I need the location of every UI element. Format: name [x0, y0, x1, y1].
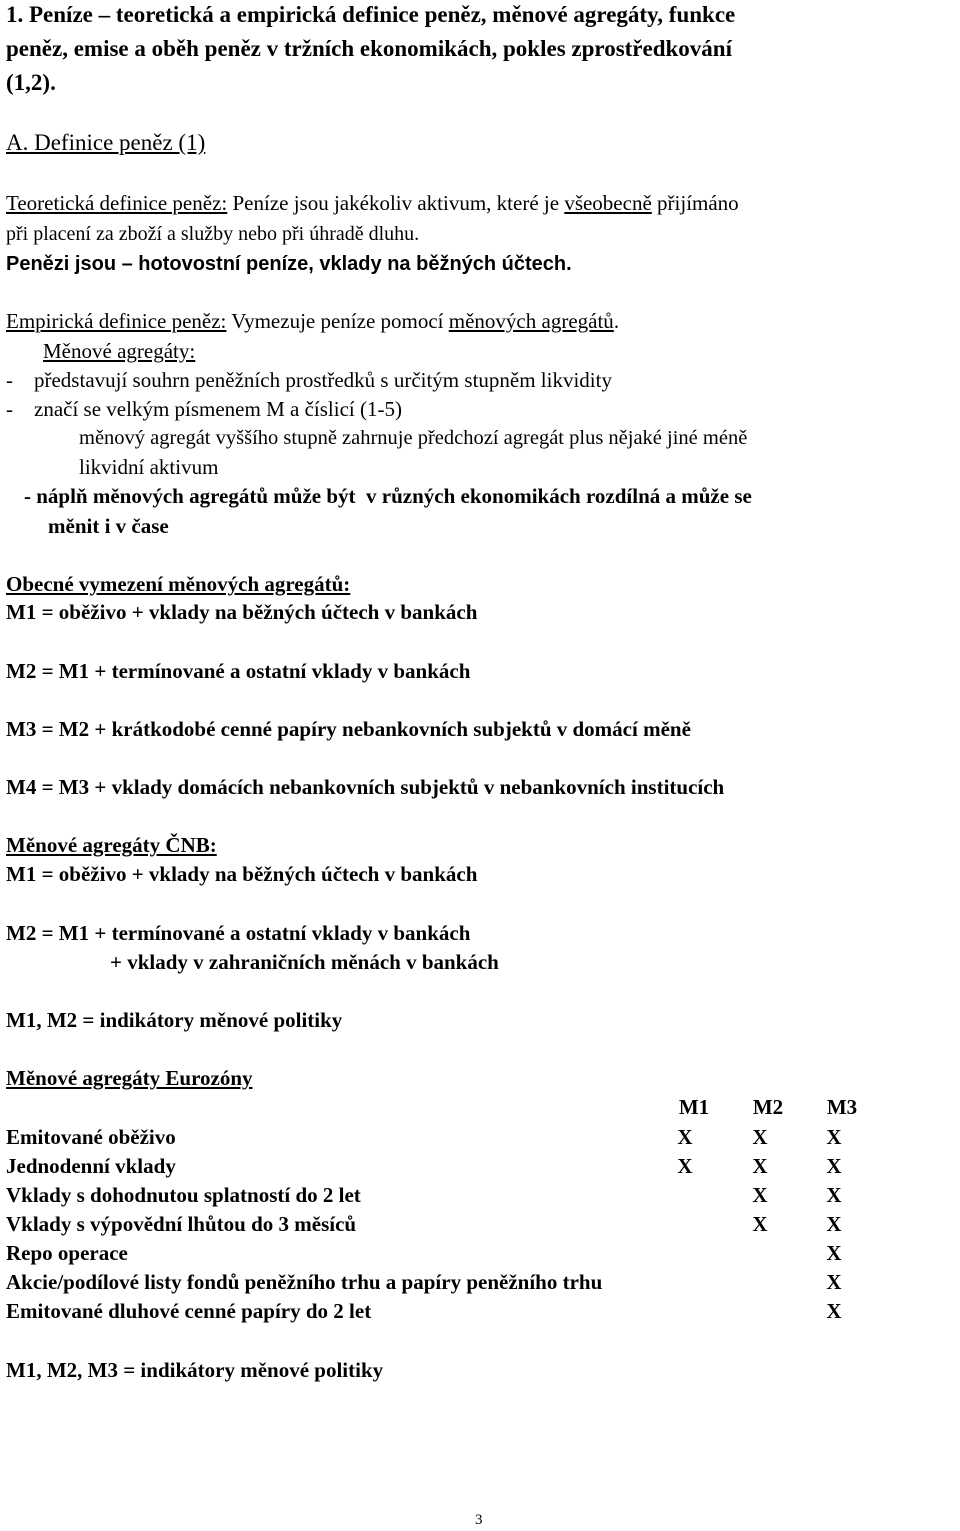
general-heading: Obecné vymezení měnových agregátů: — [6, 572, 351, 596]
mark-m3: X — [826, 1125, 842, 1149]
euro-indicators: M1, M2, M3 = indikátory měnové politiky — [6, 1358, 384, 1382]
mark-m2: X — [752, 1154, 768, 1178]
row-label: Vklady s dohodnutou splatností do 2 let — [6, 1183, 361, 1207]
empirical-text-underlined: měnových agregátů — [448, 309, 614, 333]
empirical-label: Empirická definice peněz: — [6, 309, 227, 333]
cnb-m2: M2 = M1 + termínované a ostatní vklady v bankách — [6, 921, 471, 945]
row-label: Emitované oběživo — [6, 1125, 176, 1149]
general-m3: M3 = M2 + krátkodobé cenné papíry nebankovních subjektů v domácí měně — [6, 717, 691, 741]
cnb-indicators: M1, M2 = indikátory měnové politiky — [6, 1008, 343, 1032]
row-label: Vklady s výpovědní lhůtou do 3 měsíců — [6, 1212, 357, 1236]
row-label: Jednodenní vklady — [6, 1154, 176, 1178]
row-label: Repo operace — [6, 1241, 128, 1265]
mark-m2: X — [752, 1183, 768, 1207]
column-header-m3: M3 — [826, 1095, 858, 1119]
theoretical-line-3: Penězi jsou – hotovostní peníze, vklady na běžných účtech. — [6, 253, 572, 275]
theoretical-text-underlined: všeobecně — [564, 191, 652, 215]
mark-m3: X — [826, 1212, 842, 1236]
section-a-heading: A. Definice peněz (1) — [6, 130, 206, 155]
mark-m3: X — [826, 1241, 842, 1265]
aggregates-heading: Měnové agregáty: — [43, 339, 196, 363]
general-m4: M4 = M3 + vklady domácích nebankovních subjektů v nebankovních institucích — [6, 775, 725, 799]
mark-m3: X — [826, 1183, 842, 1207]
theoretical-line-2: při placení za zboží a služby nebo při úhradě dluhu. — [6, 223, 420, 245]
row-label: Akcie/podílové listy fondů peněžního trhu a papíry peněžního trhu — [6, 1270, 603, 1294]
theoretical-definition — [6, 193, 739, 214]
theoretical-text-a: Peníze jsou jakékoliv aktivum, které je — [227, 191, 565, 215]
empirical-text-b: . — [613, 309, 620, 333]
bullet-2: - značí se velkým písmenem M a číslicí (1-5) — [6, 397, 402, 421]
general-m1: M1 = oběživo + vklady na běžných účtech v bankách — [6, 600, 478, 624]
mark-m2: X — [752, 1212, 768, 1236]
mark-m1: X — [677, 1154, 693, 1178]
empirical-text-a: Vymezuje peníze pomocí — [226, 309, 449, 333]
bullet-6: měnit i v čase — [48, 514, 169, 538]
mark-m2: X — [752, 1125, 768, 1149]
column-header-m2: M2 — [752, 1095, 784, 1119]
page-number: 3 — [475, 1512, 483, 1528]
euro-heading: Měnové agregáty Eurozóny — [6, 1066, 253, 1090]
bullet-5: - náplň měnových agregátů může být v různých ekonomikách rozdílná a může se — [24, 484, 752, 508]
title-line-2: peněz, emise a oběh peněz v tržních ekonomikách, pokles zprostředkování — [6, 36, 732, 61]
cnb-m1: M1 = oběživo + vklady na běžných účtech v bankách — [6, 862, 478, 886]
bullet-1: - představují souhrn peněžních prostředků s určitým stupněm likvidity — [6, 368, 612, 392]
bullet-3: měnový agregát vyššího stupně zahrnuje předchozí agregát plus nějaké jiné méně — [79, 427, 748, 449]
mark-m3: X — [826, 1270, 842, 1294]
empirical-definition — [6, 311, 619, 332]
theoretical-text-b: přijímáno — [651, 191, 739, 215]
row-label: Emitované dluhové cenné papíry do 2 let — [6, 1299, 372, 1323]
general-m2: M2 = M1 + termínované a ostatní vklady v bankách — [6, 659, 471, 683]
mark-m3: X — [826, 1154, 842, 1178]
bullet-4: likvidní aktivum — [79, 455, 219, 479]
mark-m1: X — [677, 1125, 693, 1149]
theoretical-label: Teoretická definice peněz: — [6, 191, 228, 215]
mark-m3: X — [826, 1299, 842, 1323]
column-header-m1: M1 — [678, 1095, 710, 1119]
cnb-heading: Měnové agregáty ČNB: — [6, 833, 217, 857]
title-line-3: (1,2). — [6, 70, 56, 95]
title-line-1: 1. Peníze – teoretická a empirická definice peněz, měnové agregáty, funkce — [6, 2, 736, 27]
cnb-m2-continued: + vklady v zahraničních měnách v bankách — [110, 950, 499, 974]
